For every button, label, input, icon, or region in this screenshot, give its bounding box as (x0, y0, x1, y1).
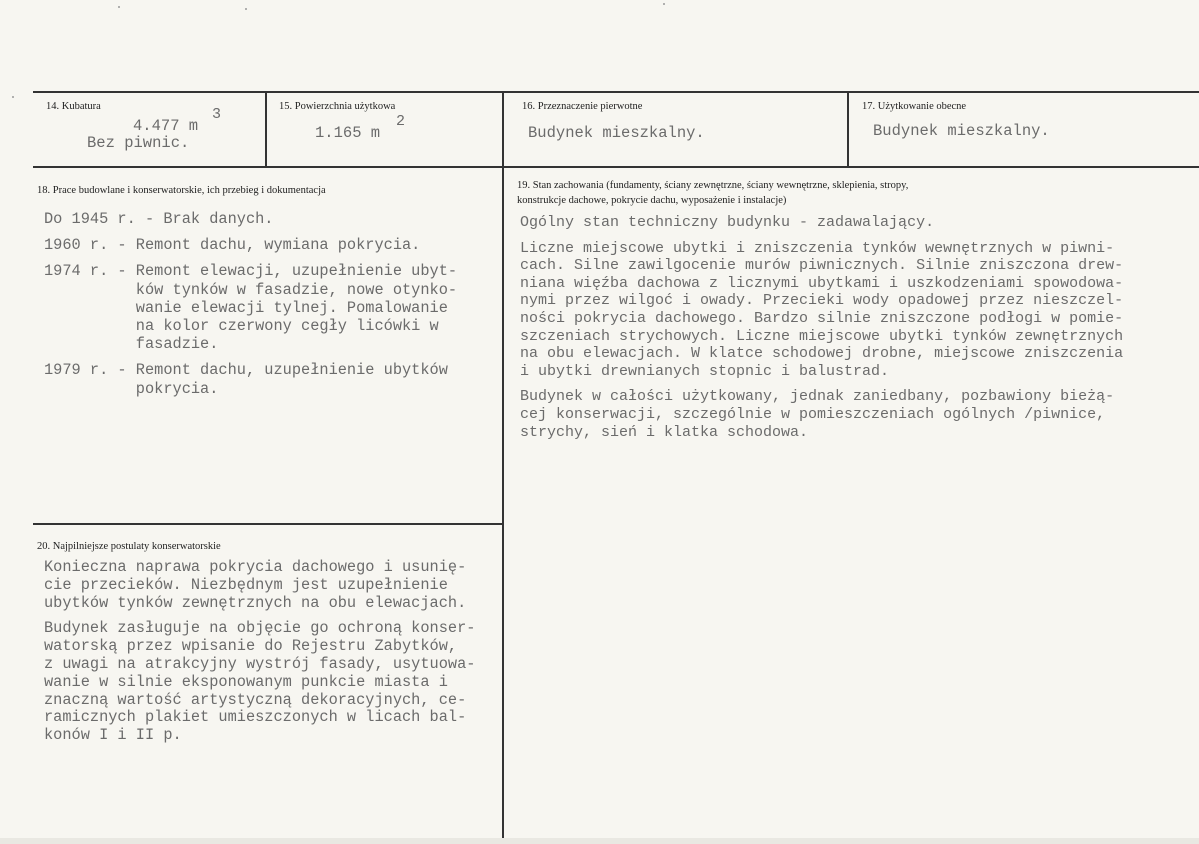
field20-line: wanie w silnie eksponowanym punkcie miasta i (44, 672, 448, 691)
paper-speck (118, 6, 120, 8)
field20-line: Budynek zasługuje na objęcie go ochroną konser- (44, 619, 476, 638)
field20-line: ubytków tynków zewnętrznych na obu elewacjach. (44, 593, 467, 612)
field17-label: 17. Użytkowanie obecne (862, 101, 967, 112)
paper-speck (663, 3, 665, 5)
field19-line: cej konserwacji, szczególnie w pomieszczeniach ogólnych /piwnice, (520, 405, 1106, 423)
field20-top-rule (33, 523, 503, 525)
field20-line: watorską przez wpisanie do Rejestru Zabytków, (44, 637, 458, 656)
field19-line: ności pokrycia dachowego. Bardzo silnie zniszczone podłogi w pomie- (520, 309, 1124, 327)
field18-line: ków tynków w fasadzie, nowe otynko- (44, 280, 458, 299)
field18-line: pokrycia. (44, 379, 219, 398)
field15-unit-exponent: 2 (396, 113, 406, 130)
field19-line: i ubytki drewnianych stopnic i balustrad. (520, 362, 890, 380)
field19-line: Liczne miejscowe ubytki i zniszczenia tynków wewnętrznych w piwni- (520, 239, 1115, 257)
field19-line: cach. Silne zawilgocenie murów piwnicznych. Silnie zniszczona drew- (520, 257, 1124, 275)
field19-text (520, 214, 1123, 441)
field18-line: 1979 r. - Remont dachu, uzupełnienie ubytków (44, 361, 448, 380)
field19-line: nymi przez wilgoć i owady. Przecieki wody opadowej przez nieszczel- (520, 292, 1124, 310)
top-rule (33, 91, 1199, 93)
field19-label-line2: konstrukcje dachowe, pokrycie dachu, wyposażenie i instalacje) (517, 195, 787, 206)
field17-value: Budynek mieszkalny. (873, 122, 1050, 140)
field14-label: 14. Kubatura (46, 101, 101, 112)
field18-label: 18. Prace budowlane i konserwatorskie, ich przebieg i dokumentacja (37, 185, 326, 196)
field20-line: Konieczna naprawa pokrycia dachowego i usunię- (44, 558, 467, 576)
field18-line: 1974 r. - Remont elewacji, uzupełnienie ubyt- (44, 262, 458, 281)
field19-line: na obu elewacjach. W klatce schodowej drobne, miejscowe zniszczenia (520, 345, 1124, 363)
paper-speck (12, 96, 14, 98)
field19-line: Ogólny stan techniczny budynku - zadawalający. (520, 214, 935, 231)
row1-bottom-rule (33, 166, 1199, 168)
field18-line: wanie elewacji tylnej. Pomalowanie (44, 298, 448, 317)
field15-label: 15. Powierzchnia użytkowa (279, 101, 396, 112)
field19-label-line1: 19. Stan zachowania (fundamenty, ściany zewnętrzne, ściany wewnętrzne, sklepienia, stropy, (517, 180, 909, 191)
field14-note: Bez piwnic. (87, 134, 190, 152)
field14-volume: 4.477 m (133, 117, 199, 135)
field20-label: 20. Najpilniejsze postulaty konserwatorskie (37, 541, 221, 552)
divider-16-17 (847, 91, 849, 167)
field20-line: konów I i II p. (44, 726, 182, 745)
paper-speck (245, 8, 247, 10)
field18-text (44, 210, 457, 398)
field20-line: ramicznych plakiet umieszczonych w licach bal- (44, 708, 467, 727)
field18-line: 1960 r. - Remont dachu, wymiana pokrycia. (44, 236, 421, 255)
field20-line: znaczną wartość artystyczną dekoracyjnych, ce- (44, 690, 467, 709)
field19-line: niana więźba dachowa z licznymi ubytkami i uszkodzeniami spowodowa- (520, 274, 1124, 292)
field20-text (44, 559, 475, 745)
scan-bottom-edge (0, 838, 1199, 844)
field15-area: 1.165 m (315, 124, 381, 142)
field18-line: na kolor czerwony cegły licówki w (44, 317, 439, 336)
field16-label: 16. Przeznaczenie pierwotne (522, 101, 643, 112)
field18-line: fasadzie. (44, 335, 219, 354)
field20-line: z uwagi na atrakcyjny wystrój fasady, usytuowa- (44, 654, 476, 673)
field19-line: szczeniach strychowych. Liczne miejscowe ubytki tynków zewnętrznych (520, 327, 1124, 345)
field19-line: strychy, sień i klatka schodowa. (520, 423, 809, 441)
field14-unit-exponent: 3 (212, 106, 222, 123)
field16-value: Budynek mieszkalny. (528, 124, 705, 142)
field18-line: Do 1945 r. - Brak danych. (44, 210, 274, 228)
field20-line: cie przecieków. Niezbędnym jest uzupełnienie (44, 575, 448, 594)
field19-line: Budynek w całości użytkowany, jednak zaniedbany, pozbawiony bieżą- (520, 388, 1115, 406)
divider-15-16 (502, 91, 504, 841)
divider-14-15 (265, 91, 267, 167)
